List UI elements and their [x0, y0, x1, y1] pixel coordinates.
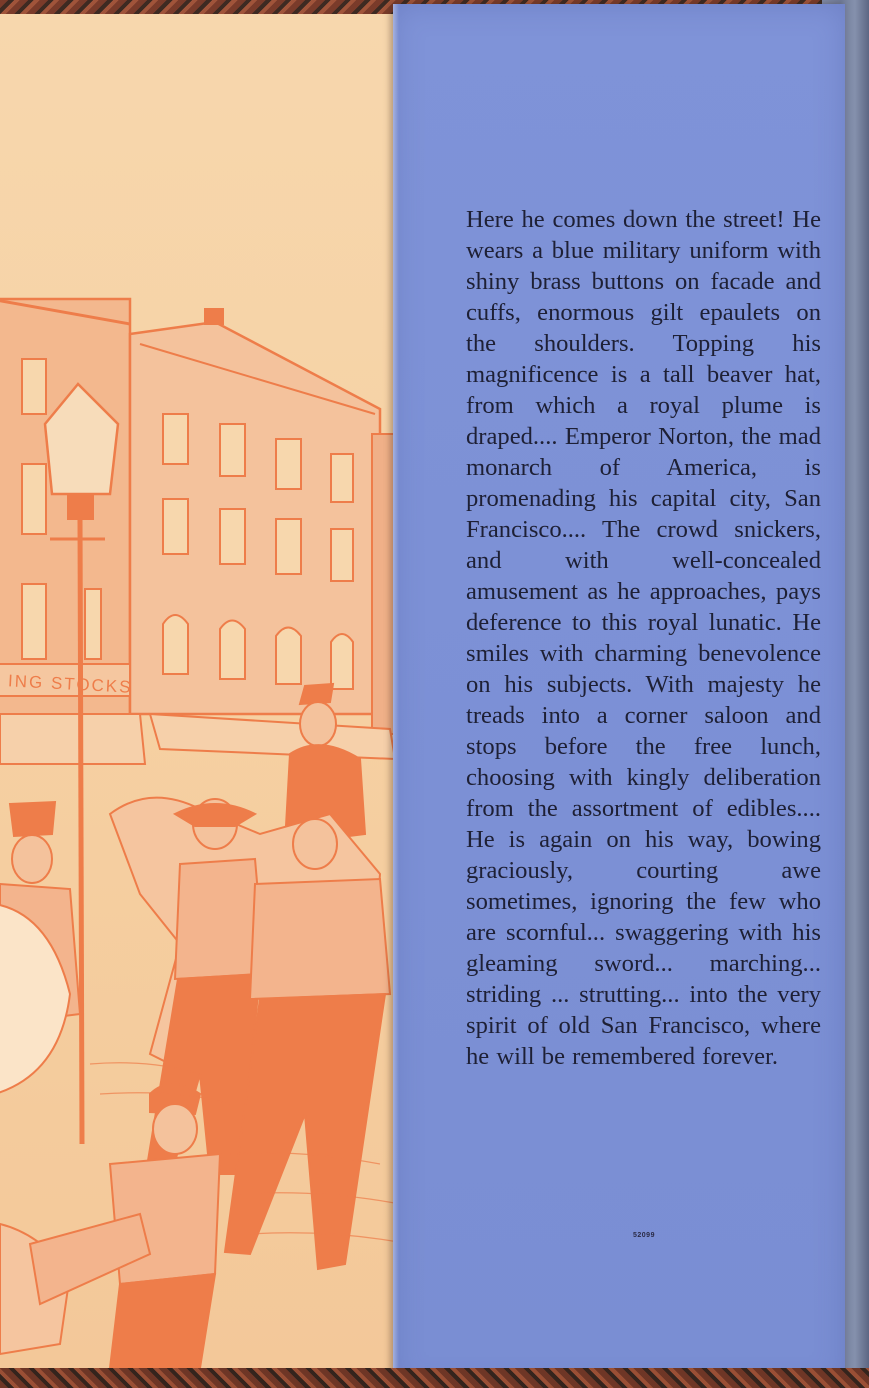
flap-blurb-text: Here he comes down the street! He wears a blue military uniform with shiny brass buttons on facade and cuffs, enormous gilt epaulets on the shoulders. Topping his magnificence is a tall beaver hat, from which a royal plume is draped.... Emperor Norton, the mad monarch of America, is promenading his capital city, San Francisco.... The crowd snickers, and with well-concealed amusement as he approaches, pays deference to this royal lunatic. He smiles with charming benevolence on his subjects. With majesty he treads into a corner saloon and stops before the free lunch, choosing with kingly deliberation from the assortment of edibles.... He is again on his way, bowing graciously, courting awe sometimes, ignoring the few who are scornful... swaggering with his gleaming sword... marching... striding ... strutting... into the very spirit of old San Francisco, where he will be remembered forever. — [466, 206, 821, 1070]
cover-bottom-edge — [0, 1368, 869, 1388]
flap-fold-edge — [393, 4, 399, 1388]
catalog-number: 52099 — [633, 1232, 655, 1239]
street-scene-illustration — [0, 14, 415, 1368]
dust-jacket-flap — [393, 4, 845, 1388]
stock-exchange-sign: ING STOCKS — [7, 671, 133, 697]
